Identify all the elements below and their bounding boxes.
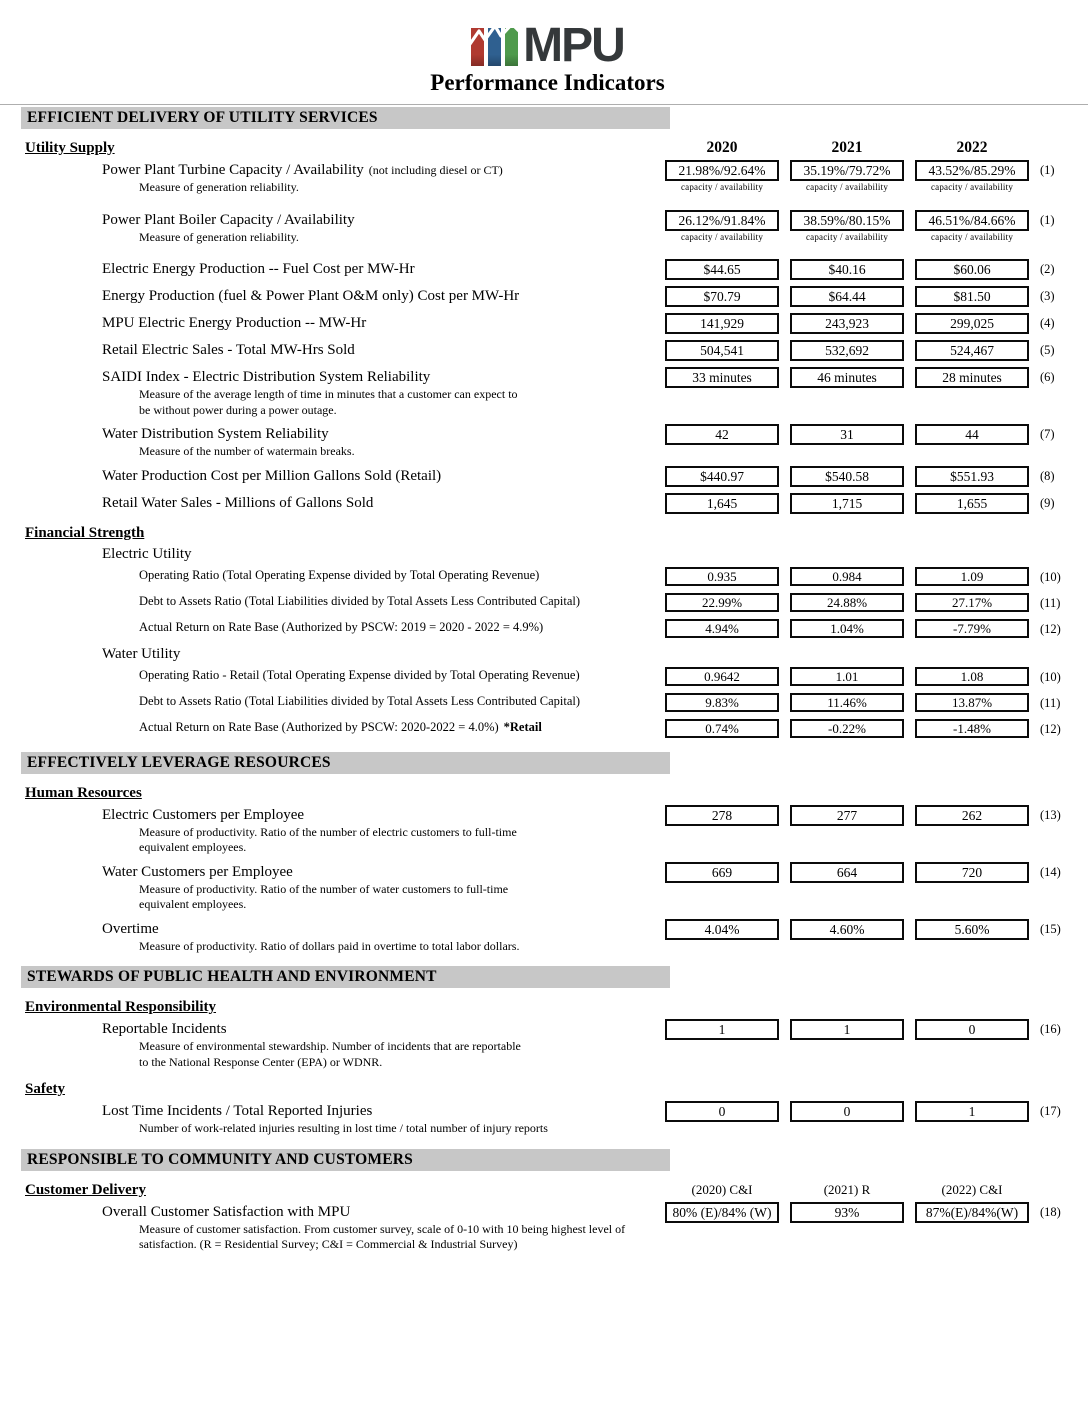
footnote-ref: (18)	[1040, 1204, 1061, 1219]
indicator-label-suffix: *Retail	[503, 719, 542, 734]
indicator-label-cell	[25, 493, 654, 513]
indicator-label-cell	[25, 919, 654, 955]
indicator-label-cell	[25, 1019, 654, 1070]
value-box: -7.79%	[915, 619, 1029, 638]
value-cell	[915, 1202, 1029, 1223]
indicator-description: be without power during a power outage.	[139, 402, 337, 417]
indicator-label: Debt to Assets Ratio (Total Liabilities divided by Total Assets Less Contributed Capital)	[139, 693, 581, 708]
value-box: 38.59%/80.15%	[790, 210, 904, 231]
footnote-ref: (11)	[1040, 695, 1061, 710]
value-box: 21.98%/92.64%	[665, 160, 779, 181]
indicator-label-cell	[25, 593, 654, 610]
value-cell	[915, 1019, 1029, 1040]
subgroup-heading: Water Utility	[102, 645, 181, 662]
footnote-ref: (4)	[1040, 316, 1055, 330]
value-cell	[790, 424, 904, 445]
value-box: $440.97	[665, 466, 779, 487]
value-cell	[790, 567, 904, 586]
indicator-description: Measure of productivity. Ratio of the number of electric customers to full-time	[139, 824, 517, 839]
indicator-label-cell	[25, 210, 654, 246]
footnote-ref: (8)	[1040, 468, 1055, 483]
value-cell	[665, 693, 779, 712]
value-cell	[915, 424, 1029, 445]
footnote-ref: (14)	[1040, 864, 1061, 879]
value-box: $64.44	[790, 286, 904, 307]
value-cell	[665, 259, 779, 280]
indicator-label-cell	[25, 567, 654, 584]
value-cell	[915, 593, 1029, 612]
indicator-label: Operating Ratio - Retail (Total Operating Expense divided by Total Operating Revenue)	[139, 667, 580, 682]
value-box: $70.79	[665, 286, 779, 307]
column-caption: (2021) R	[823, 1181, 871, 1197]
column-caption: (2020) C&I	[691, 1181, 753, 1197]
page-title: Performance Indicators	[430, 70, 665, 95]
indicator-row	[25, 619, 1070, 640]
value-box: 1,645	[665, 493, 779, 514]
footnote-ref: (3)	[1040, 289, 1055, 303]
indicator-label-cell	[25, 667, 654, 684]
value-box: 4.60%	[790, 919, 904, 940]
value-cell	[665, 313, 779, 334]
indicator-description: to the National Response Center (EPA) or WDNR.	[139, 1054, 383, 1069]
subgroup-heading: Electric Utility	[102, 545, 192, 562]
value-cell	[915, 693, 1029, 712]
value-box: $551.93	[915, 466, 1029, 487]
footnote-ref: (15)	[1040, 921, 1061, 936]
indicator-description: equivalent employees.	[139, 840, 247, 854]
indicator-label: Lost Time Incidents / Total Reported Injuries	[102, 1103, 373, 1119]
indicator-label: Water Customers per Employee	[102, 863, 293, 880]
group-heading: Customer Delivery	[25, 1181, 146, 1198]
value-box: $81.50	[915, 286, 1029, 307]
value-cell	[665, 1019, 779, 1040]
value-box-caption: capacity / availability	[680, 231, 764, 242]
group-heading-row	[25, 523, 1070, 543]
footnote-ref: (7)	[1040, 427, 1055, 441]
value-box: 141,929	[665, 313, 779, 334]
value-cell	[790, 862, 904, 883]
report-section	[25, 752, 1070, 955]
indicator-row	[25, 286, 1070, 307]
value-cell	[790, 619, 904, 638]
value-cell	[790, 593, 904, 612]
year-column-header: 2022	[956, 139, 988, 156]
value-cell	[665, 160, 779, 193]
value-cell	[665, 667, 779, 686]
report-section	[25, 966, 1070, 1137]
indicator-label: Operating Ratio (Total Operating Expense divided by Total Operating Revenue)	[139, 567, 540, 582]
value-cell	[790, 919, 904, 940]
value-cell	[665, 567, 779, 586]
indicator-label-cell	[25, 693, 654, 710]
indicator-row	[25, 667, 1070, 688]
indicator-label-cell	[25, 1101, 654, 1137]
indicator-label: Power Plant Turbine Capacity / Availability	[102, 162, 364, 178]
value-box: 35.19%/79.72%	[790, 160, 904, 181]
indicator-row	[25, 210, 1070, 246]
value-cell	[790, 286, 904, 307]
indicator-row	[25, 919, 1070, 955]
value-cell	[790, 493, 904, 514]
indicator-label: Debt to Assets Ratio (Total Liabilities divided by Total Assets Less Contributed Capital)	[139, 593, 581, 608]
indicator-row	[25, 340, 1070, 361]
value-box: 504,541	[665, 340, 779, 361]
indicator-label-cell	[25, 424, 654, 460]
section-header: RESPONSIBLE TO COMMUNITY AND CUSTOMERS	[21, 1149, 670, 1171]
value-cell	[915, 619, 1029, 638]
value-cell	[790, 805, 904, 826]
value-box: 28 minutes	[915, 367, 1029, 388]
value-box: $40.16	[790, 259, 904, 280]
value-box: -0.22%	[790, 719, 904, 738]
report-body	[25, 104, 1070, 1253]
value-box-caption: capacity / availability	[930, 231, 1014, 242]
value-box: 42	[665, 424, 779, 445]
value-cell	[790, 1019, 904, 1040]
value-cell	[665, 466, 779, 487]
value-box-caption: capacity / availability	[805, 231, 889, 242]
value-cell	[665, 719, 779, 738]
footnote-ref: (17)	[1040, 1104, 1061, 1118]
indicator-label-cell	[25, 340, 654, 360]
logo-color-bars	[471, 28, 518, 66]
indicator-label: SAIDI Index - Electric Distribution System Reliability	[102, 369, 431, 385]
indicator-row	[25, 719, 1070, 740]
value-box: 524,467	[915, 340, 1029, 361]
indicator-row	[25, 367, 1070, 418]
indicator-label: Water Distribution System Reliability	[102, 426, 329, 442]
indicator-label: Overtime	[102, 920, 159, 937]
group-heading-row	[25, 138, 1070, 158]
indicator-description: Measure of productivity. Ratio of dollars paid in overtime to total labor dollars.	[139, 938, 520, 953]
indicator-row	[25, 1019, 1070, 1070]
indicator-label-cell	[25, 719, 654, 736]
value-box: 532,692	[790, 340, 904, 361]
indicator-description: Number of work-related injuries resulting in lost time / total number of injury reports	[139, 1121, 548, 1135]
value-cell	[915, 567, 1029, 586]
value-box: 720	[915, 862, 1029, 883]
value-box: 13.87%	[915, 693, 1029, 712]
value-cell	[915, 313, 1029, 334]
value-box: $60.06	[915, 259, 1029, 280]
group-heading: Utility Supply	[25, 140, 115, 156]
value-box: 4.04%	[665, 919, 779, 940]
group-heading: Human Resources	[25, 784, 142, 801]
value-box: 1.08	[915, 667, 1029, 686]
value-box: 0.9642	[665, 667, 779, 686]
value-box: 664	[790, 862, 904, 883]
footnote-ref: (10)	[1040, 569, 1061, 584]
footnote-ref: (13)	[1040, 807, 1061, 822]
value-box: 299,025	[915, 313, 1029, 334]
footnote-ref: (1)	[1040, 212, 1055, 227]
value-box: 1	[790, 1019, 904, 1040]
section-header: EFFECTIVELY LEVERAGE RESOURCES	[21, 752, 670, 774]
value-box: 278	[665, 805, 779, 826]
value-box: 0.935	[665, 567, 779, 586]
section-header: STEWARDS OF PUBLIC HEALTH AND ENVIRONMENT	[21, 966, 670, 988]
indicator-label-cell	[25, 805, 654, 856]
value-cell	[665, 593, 779, 612]
year-column-header: 2021	[831, 139, 863, 156]
column-caption: (2022) C&I	[941, 1181, 1003, 1197]
value-cell	[915, 719, 1029, 738]
value-cell	[665, 919, 779, 940]
divider-line	[0, 104, 1088, 105]
footnote-ref: (12)	[1040, 621, 1061, 636]
value-cell	[665, 1202, 779, 1223]
value-cell	[665, 1101, 779, 1122]
section-header: EFFICIENT DELIVERY OF UTILITY SERVICES	[21, 107, 670, 129]
value-cell	[790, 667, 904, 686]
value-cell	[790, 367, 904, 388]
indicator-row	[25, 1101, 1070, 1137]
value-box: 26.12%/91.84%	[665, 210, 779, 231]
value-box: 669	[665, 862, 779, 883]
lightning-icon	[468, 20, 521, 54]
value-box: 1.09	[915, 567, 1029, 586]
value-cell	[790, 466, 904, 487]
value-box: 11.46%	[790, 693, 904, 712]
value-box-caption: capacity / availability	[930, 182, 1014, 192]
value-cell	[915, 466, 1029, 487]
value-cell	[665, 493, 779, 514]
value-box: 93%	[790, 1202, 904, 1223]
value-cell	[790, 340, 904, 361]
value-cell	[665, 862, 779, 883]
indicator-description: Measure of environmental stewardship. Number of incidents that are reportable	[139, 1039, 521, 1053]
value-box: 27.17%	[915, 593, 1029, 612]
value-box: 46 minutes	[790, 367, 904, 388]
group-heading-row	[25, 1079, 1070, 1099]
value-cell	[665, 340, 779, 361]
indicator-row	[25, 259, 1070, 280]
indicator-description: satisfaction. (R = Residential Survey; C&I = Commercial & Industrial Survey)	[139, 1237, 518, 1251]
value-box: $540.58	[790, 466, 904, 487]
indicator-label-cell	[25, 862, 654, 913]
value-box: 0	[665, 1101, 779, 1122]
indicator-label-cell	[25, 367, 654, 418]
value-box: 46.51%/84.66%	[915, 210, 1029, 231]
indicator-label-cell	[25, 313, 654, 333]
indicator-description: Measure of generation reliability.	[139, 180, 299, 194]
indicator-row	[25, 805, 1070, 856]
indicator-label: Retail Electric Sales - Total MW-Hrs Sold	[102, 342, 355, 358]
value-cell	[915, 286, 1029, 307]
indicator-row	[25, 160, 1070, 196]
indicator-label-cell	[25, 259, 654, 279]
indicator-label-cell	[25, 619, 654, 636]
value-cell	[790, 210, 904, 243]
value-box: 0.74%	[665, 719, 779, 738]
indicator-label-cell	[25, 286, 654, 306]
value-box: 262	[915, 805, 1029, 826]
footnote-ref: (6)	[1040, 370, 1055, 384]
group-heading-row	[25, 997, 1070, 1017]
value-box: 5.60%	[915, 919, 1029, 940]
value-box: 33 minutes	[665, 367, 779, 388]
footnote-ref: (10)	[1040, 669, 1061, 684]
value-box: 0.984	[790, 567, 904, 586]
value-cell	[665, 286, 779, 307]
value-cell	[915, 862, 1029, 883]
indicator-label: Overall Customer Satisfaction with MPU	[102, 1203, 351, 1220]
value-cell	[915, 259, 1029, 280]
value-box: 1.04%	[790, 619, 904, 638]
value-cell	[665, 424, 779, 445]
value-box: 44	[915, 424, 1029, 445]
value-box: 1.01	[790, 667, 904, 686]
indicator-label: Power Plant Boiler Capacity / Availability	[102, 211, 355, 228]
indicator-label: Reportable Incidents	[102, 1021, 227, 1037]
indicator-row	[25, 567, 1070, 588]
footnote-ref: (5)	[1040, 343, 1055, 357]
year-column-header: 2020	[706, 139, 738, 156]
value-cell	[665, 367, 779, 388]
group-heading-row	[25, 1180, 1070, 1200]
indicator-description: Measure of the number of watermain breaks.	[139, 444, 355, 458]
footnote-ref: (1)	[1040, 163, 1055, 177]
value-cell	[665, 210, 779, 243]
value-cell	[790, 1202, 904, 1223]
indicator-row	[25, 493, 1070, 514]
footnote-ref: (9)	[1040, 495, 1055, 510]
indicator-row	[25, 424, 1070, 460]
value-box: 4.94%	[665, 619, 779, 638]
indicator-row	[25, 1202, 1070, 1253]
indicator-label: Electric Customers per Employee	[102, 806, 305, 823]
value-box: 0	[790, 1101, 904, 1122]
value-box: 22.99%	[665, 593, 779, 612]
value-cell	[790, 693, 904, 712]
value-cell	[790, 259, 904, 280]
indicator-label-cell	[25, 1202, 654, 1253]
footnote-ref: (12)	[1040, 721, 1061, 736]
value-cell	[915, 493, 1029, 514]
value-cell	[665, 805, 779, 826]
group-heading: Environmental Responsibility	[25, 999, 217, 1015]
value-box: -1.48%	[915, 719, 1029, 738]
indicator-label: Actual Return on Rate Base (Authorized by PSCW: 2019 = 2020 - 2022 = 4.9%)	[139, 619, 544, 634]
value-box: 1,655	[915, 493, 1029, 514]
indicator-row	[25, 466, 1070, 487]
value-cell	[915, 340, 1029, 361]
indicator-label: Energy Production (fuel & Power Plant O&M only) Cost per MW-Hr	[102, 288, 520, 304]
value-box: $44.65	[665, 259, 779, 280]
value-cell	[915, 1101, 1029, 1122]
value-cell	[915, 210, 1029, 243]
value-box-caption: capacity / availability	[805, 182, 889, 192]
value-box: 87%(E)/84%(W)	[915, 1202, 1029, 1223]
indicator-label: Water Production Cost per Million Gallons Sold (Retail)	[102, 467, 442, 484]
mpu-logo	[25, 19, 1070, 72]
logo-wordmark: MPU	[523, 19, 624, 72]
indicator-description: Measure of customer satisfaction. From customer survey, scale of 0-10 with 10 being highest level of	[139, 1221, 626, 1236]
indicator-row	[25, 693, 1070, 714]
value-cell	[790, 160, 904, 193]
footnote-ref: (2)	[1040, 262, 1055, 276]
value-box: 277	[790, 805, 904, 826]
value-cell	[915, 805, 1029, 826]
indicator-label: MPU Electric Energy Production -- MW-Hr	[102, 315, 367, 331]
report-section	[25, 1149, 1070, 1253]
value-cell	[915, 667, 1029, 686]
value-box: 80% (E)/84% (W)	[665, 1202, 779, 1223]
indicator-label: Actual Return on Rate Base (Authorized by PSCW: 2020-2022 = 4.0%)	[139, 719, 499, 734]
group-heading-row	[25, 783, 1070, 803]
value-box: 1,715	[790, 493, 904, 514]
value-box: 1	[665, 1019, 779, 1040]
indicator-label-cell	[25, 160, 654, 196]
indicator-row	[25, 313, 1070, 334]
value-cell	[915, 160, 1029, 193]
indicator-description: Measure of productivity. Ratio of the number of water customers to full-time	[139, 881, 509, 896]
value-cell	[790, 313, 904, 334]
value-cell	[665, 619, 779, 638]
indicator-description: Measure of generation reliability.	[139, 229, 299, 244]
value-box-caption: capacity / availability	[680, 182, 764, 192]
indicator-row	[25, 862, 1070, 913]
value-box: 43.52%/85.29%	[915, 160, 1029, 181]
value-cell	[915, 367, 1029, 388]
value-cell	[790, 719, 904, 738]
value-box: 0	[915, 1019, 1029, 1040]
indicator-label: Electric Energy Production -- Fuel Cost per MW-Hr	[102, 261, 415, 277]
indicator-label-cell	[25, 466, 654, 486]
group-heading: Safety	[25, 1081, 65, 1097]
value-cell	[915, 919, 1029, 940]
indicator-row	[25, 593, 1070, 614]
indicator-label: Retail Water Sales - Millions of Gallons Sold	[102, 494, 374, 511]
indicator-description: Measure of the average length of time in minutes that a customer can expect to	[139, 387, 518, 401]
value-box: 243,923	[790, 313, 904, 334]
value-box: 24.88%	[790, 593, 904, 612]
value-box: 9.83%	[665, 693, 779, 712]
group-heading: Financial Strength	[25, 524, 145, 541]
value-box: 1	[915, 1101, 1029, 1122]
value-box: 31	[790, 424, 904, 445]
footnote-ref: (16)	[1040, 1022, 1061, 1036]
indicator-description: equivalent employees.	[139, 897, 247, 911]
footnote-ref: (11)	[1040, 595, 1061, 610]
indicator-label-suffix: (not including diesel or CT)	[368, 163, 503, 177]
report-section	[25, 104, 1070, 740]
value-cell	[790, 1101, 904, 1122]
